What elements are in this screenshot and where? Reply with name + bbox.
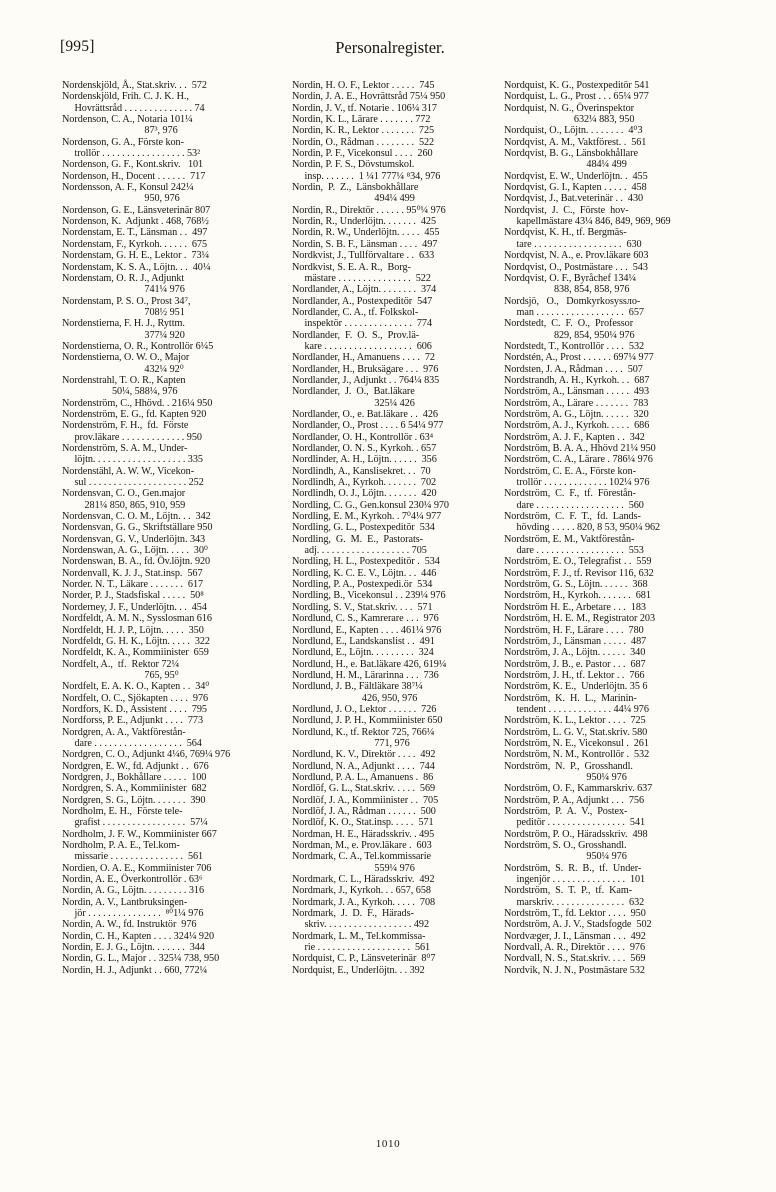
register-entry: Nordling, G. L., Postexpeditör 534: [292, 522, 435, 534]
register-entry: 838, 854, 858, 976: [504, 284, 630, 296]
register-entry: Nordfeldt, K. A., Kommiinister 659: [62, 647, 209, 659]
register-entry: Nordman, H. E., Häradsskriv. . 495: [292, 828, 435, 840]
register-entry: Nordlöf, K. O., Stat.insp. . . . . 571: [292, 817, 434, 829]
register-entry: Nordquist, C. P., Länsveterinär 8⁰7: [292, 953, 436, 965]
register-entry: Nordin, S. B. F., Länsman . . . . 497: [292, 238, 438, 250]
register-entry: Nordenstam, K. S. A., Löjtn. . . 40¼: [62, 261, 211, 273]
register-entry: Norderney, J. F., Underlöjtn. . . 454: [62, 601, 207, 613]
register-entry: Nordholm, P. A. E., Tel.kom-: [62, 840, 180, 852]
register-entry: Nordin, R., Direktör . . . . . . 95⁰¼ 976: [292, 204, 446, 216]
register-entry: Nordström, J. H., tf. Lektor . . 766: [504, 669, 645, 681]
register-entry: Nordenswan, A. G., Löjtn. . . . . 30⁰: [62, 545, 208, 557]
register-entry: Nordlund, E., Löjtn. . . . . . . . . 324: [292, 647, 434, 659]
register-entry: Nordström, K. L., Lektor . . . . 725: [504, 715, 646, 727]
register-entry: Nordin, R. W., Underlöjtn. . . . . 455: [292, 227, 440, 239]
register-entry: Nordenström, E. G., fd. Kapten 920: [62, 408, 207, 420]
register-entry: Nordqvist, J., Bat.veterinär . . 430: [504, 193, 644, 205]
register-entry: Nordenvall, K. J. J., Stat.insp. 567: [62, 567, 203, 579]
register-entry: Nordling, B., Vicekonsul . . 239¼ 976: [292, 590, 446, 602]
register-entry: Nordien, O. A. E., Kommiinister 706: [62, 862, 212, 874]
register-entry: Nordlund, P. A. L., Amanuens . 86: [292, 771, 434, 783]
register-entry: Nordman, M., e. Prov.läkare . 603: [292, 840, 432, 852]
register-entry: Nordlander, A., Löjtn. . . . . . . . 374: [292, 284, 437, 296]
register-entry: Nordensvan, C. O. M., Löjtn. . . 342: [62, 511, 211, 523]
register-entry: 950¼ 976: [504, 851, 627, 863]
register-entry: Nordling, H. L., Postexpeditör . 534: [292, 556, 440, 568]
register-entry: Nordquist, K. G., Postexpeditör 541: [504, 80, 650, 91]
register-entry: 950¼ 976: [504, 771, 627, 783]
register-entry: Nordström, K. E., Underlöjtn. 35 6: [504, 681, 648, 693]
register-entry: Nordström, K. H. L., Marinin-: [504, 692, 637, 704]
register-entry: trollör . . . . . . . . . . . . . . . . . 53²: [62, 148, 201, 160]
register-entry: Nordquist, E., Underlöjtn. . . 392: [292, 964, 425, 976]
register-entry: Nordlander, O., Prost . . . . 6 54¼ 977: [292, 420, 444, 432]
register-entry: Nordfelt, A., tf. Rektor 72¼: [62, 658, 180, 670]
register-entry: 484¼ 499: [504, 159, 627, 171]
register-entry: 632¼ 883, 950: [504, 114, 635, 126]
register-entry: man . . . . . . . . . . . . . . . . . . 657: [504, 306, 644, 318]
register-entry: Nordlöf, J. A., Kommiinister . . 705: [292, 794, 439, 806]
register-entry: Nordström, H. E. M., Registrator 203: [504, 613, 655, 625]
register-entry: Nordström, P. A. V., Postex-: [504, 806, 628, 817]
register-entry: 829, 854, 950¼ 976: [504, 329, 635, 341]
register-entry: Nordvall, N. S., Stat.skriv. . . . 569: [504, 953, 646, 965]
register-entry: Nordholm, E. H., Förste tele-: [62, 806, 183, 817]
register-entry: Nordström, J., Länsman . . . . . 487: [504, 635, 647, 647]
register-entry: Nordin, P. F., Vicekonsul . . . . 260: [292, 148, 433, 160]
register-entry: Nordin, J. A. E., Hovrättsråd 75¼ 950: [292, 91, 446, 103]
register-entry: Nordenstrahl, T. O. R., Kapten: [62, 374, 186, 386]
register-entry: Nordlund, J. B., Fältläkare 38⁷¼: [292, 681, 423, 693]
register-entry: Nordgren, E. W., fd. Adjunkt . . 676: [62, 760, 209, 772]
register-entry: Nordholm, J. F. W., Kommiinister 667: [62, 828, 217, 840]
register-entry: Norder, P. J., Stadsfiskal . . . . . 50⁸: [62, 590, 204, 602]
register-entry: Nordgren, A. A., Vaktförestån-: [62, 726, 186, 738]
register-entry: Nordlander, A., Postexpeditör 547: [292, 295, 433, 307]
register-entry: missarie . . . . . . . . . . . . . . . 561: [62, 851, 204, 863]
register-entry: Nordenson, C. A., Notaria 101¼: [62, 114, 193, 126]
register-entry: Nordqvist, B. G., Länsbokhållare: [504, 148, 638, 160]
register-entry: Nordin, K. L., Lärare . . . . . . . 772: [292, 114, 431, 126]
register-entry: Nordstedt, T., Kontrollör . . . . 532: [504, 340, 645, 352]
register-entry: Nordlander, H., Amanuens . . . . 72: [292, 352, 435, 364]
register-entry: Nordenskjöld, Frih. C. J. K. H.,: [62, 91, 189, 103]
register-entry: dare . . . . . . . . . . . . . . . . . . 560: [504, 499, 644, 511]
register-entry: Nordling, P. A., Postexpedi.ör 534: [292, 579, 433, 591]
register-entry: Nordlander, H., Bruksägare . . . 976: [292, 363, 439, 375]
register-entry: Nordenson, H., Docent . . . . . . 717: [62, 170, 206, 182]
register-entry: 426, 950, 976: [292, 692, 418, 704]
register-entry: Nordenstam, E. T., Länsman . . 497: [62, 227, 208, 239]
register-entry: Nordlund, K. V., Direktör . . . . 492: [292, 749, 436, 761]
register-entry: Nordlöf, J. A., Rådman . . . . . . 500: [292, 806, 436, 817]
register-entry: Nordquist, L. G., Prost . . . 65¼ 977: [504, 91, 649, 103]
register-entry: Nordmark, C. L., Häradsskriv. 492: [292, 874, 435, 886]
register-entry: 950, 976: [62, 193, 180, 205]
register-entry: Nordlindh, O. J., Löjtn. . . . . . . 420: [292, 488, 437, 500]
register-entry: 559¼ 976: [292, 862, 415, 874]
register-entry: kare . . . . . . . . . . . . . . . . . . 606: [292, 340, 432, 352]
register-entry: dare . . . . . . . . . . . . . . . . . . 564: [62, 737, 202, 749]
register-entry: Nordlund, E., Landskanslist . . 491: [292, 635, 435, 647]
register-entry: inspektör . . . . . . . . . . . . . . 774: [292, 318, 433, 330]
register-entry: Nordmark, J. A., Kyrkoh. . . . . 708: [292, 896, 436, 908]
register-entry: Nordström, A., Lärare . . . . . . . 783: [504, 397, 649, 409]
register-entry: insp. . . . . . . 1 ¼1 777¼ ⁸34, 976: [292, 170, 441, 182]
register-entry: Nordström, E. O., Telegrafist . . 559: [504, 556, 652, 568]
register-entry: Nordström, N. E., Vicekonsul . 261: [504, 737, 649, 749]
register-entry: Nordenskjöld, Å., Stat.skriv. . . 572: [62, 80, 207, 91]
register-entry: Nordström, S. O., Grosshandl.: [504, 840, 627, 852]
register-entry: Nordlindh, A., Kanslisekret. . . 70: [292, 465, 431, 477]
register-entry: hövding . . . . . 820, 8 53, 950¼ 962: [504, 522, 661, 534]
register-entry: Nordlander, O. H., Kontrollör . 63⁴: [292, 431, 434, 443]
register-entry: Nordling, K. C. E. V., Löjtn. . . 446: [292, 567, 437, 579]
register-entry: Nordvik, N. J. N., Postmästare 532: [504, 964, 645, 976]
register-entry: Hovrättsråd . . . . . . . . . . . . . . 74: [62, 102, 205, 114]
register-entry: Nordin, G. L., Major . . 325¼ 738, 950: [62, 953, 220, 965]
register-entry: Nordenstam, O. R. J., Adjunkt: [62, 272, 185, 284]
register-entry: mästare . . . . . . . . . . . . . . . 522: [292, 272, 431, 284]
register-entry: Nordquist, N. G., Överinspektor: [504, 102, 635, 114]
register-entry: 377¼ 920: [62, 329, 185, 341]
register-entry: adj. . . . . . . . . . . . . . . . . . . 705: [292, 545, 427, 557]
register-columns: [62, 80, 722, 1120]
register-entry: Nordlinder, A. H., Löjtn. . . . . . 356: [292, 454, 437, 466]
register-entry: Nordsjö, O., Domkyrkosyssло-: [504, 295, 641, 307]
register-entry: Nordin, K. R., Lektor . . . . . . . 725: [292, 125, 435, 137]
register-entry: Nordfeldt, G. H. K., Löjtn. . . . . 322: [62, 635, 210, 647]
register-entry: Nordström, E. M., Vaktförestån-: [504, 533, 635, 545]
register-entry: Nordström, C. F., tf. Förestån-: [504, 488, 636, 500]
register-entry: Nordfeldt, A. M. N., Sysslosman 616: [62, 613, 212, 625]
register-entry: Nordlander, J., Adjunkt . . 764¼ 835: [292, 374, 440, 386]
register-entry: Nordström, S. R. B., tf. Under-: [504, 862, 642, 874]
register-entry: Nordlund, N. A., Adjunkt . . . . 744: [292, 760, 435, 772]
register-entry: Nordenson, G. F., Kont.skriv. 101: [62, 159, 204, 171]
register-entry: Nordgren, S. A., Kommiinister 682: [62, 783, 207, 795]
register-entry: peditör . . . . . . . . . . . . . . . . 541: [504, 817, 646, 829]
register-entry: 771, 976: [292, 737, 410, 749]
register-entry: Nordvall, A. R., Direktör . . . . 976: [504, 942, 645, 954]
register-entry: kapellmästare 43¼ 846, 849, 969, 969: [504, 216, 671, 228]
register-entry: Nordenson, G. A., Förste kon-: [62, 136, 184, 148]
register-entry: Nordström, G. S., Löjtn. . . . . . 368: [504, 579, 648, 591]
register-entry: Nordlander, C. A., tf. Folkskol-: [292, 306, 419, 318]
register-entry: Nordin, P. F. S., Dövstumskol.: [292, 159, 415, 171]
register-entry: 708½ 951: [62, 306, 185, 318]
register-entry: ingenjör . . . . . . . . . . . . . . . 101: [504, 874, 646, 886]
register-entry: Nordin, O., Rådman . . . . . . . . 522: [292, 136, 435, 148]
register-entry: Nordenstam, G. H. E., Lektor . 73¼: [62, 250, 210, 262]
register-entry: rie . . . . . . . . . . . . . . . . . . . 561: [292, 942, 431, 954]
register-entry: 741¼ 976: [62, 284, 185, 296]
register-entry: Nordmark, L. M., Tel.kommissa-: [292, 930, 426, 942]
register-column-1: [62, 80, 292, 1120]
register-entry: Nordfelt, E. A. K. O., Kapten . . 34⁰: [62, 681, 210, 693]
register-entry: Nordström, L. G. V., Stat.skriv. 580: [504, 726, 648, 738]
page-title: Personalregister.: [335, 38, 445, 57]
register-entry: tare . . . . . . . . . . . . . . . . . . 630: [504, 238, 642, 250]
register-entry: Nordgren, S. G., Löjtn. . . . . . . 390: [62, 794, 206, 806]
register-entry: Nordkvist, S. E. A. R., Borg-: [292, 261, 411, 273]
register-entry: jör . . . . . . . . . . . . . . . ⁸⁰1¼ 976: [62, 908, 204, 920]
register-entry: Nordström H. E., Arbetare . . . 183: [504, 601, 646, 613]
register-entry: trollör . . . . . . . . . . . . . 102¼ 976: [504, 477, 650, 489]
register-column-2: [292, 80, 504, 1120]
register-entry: Nordenstierna, F. H. J., Ryttm.: [62, 318, 185, 330]
register-entry: Norder. N. T., Läkare . . . . . . . 617: [62, 579, 204, 591]
register-entry: Nordlander, O., e. Bat.läkare . . 426: [292, 408, 438, 420]
register-entry: Nordqvist, K. H., tf. Bergmäs-: [504, 227, 627, 239]
register-entry: Nordström, H. F., Lärare . . . . 780: [504, 624, 644, 636]
register-entry: Nordenström, C., Hhövd. . 216¼ 950: [62, 397, 213, 409]
register-entry: Nordforss, P. E., Adjunkt . . . . 773: [62, 715, 204, 727]
register-entry: Nordling, S. V., Stat.skriv. . . . 571: [292, 601, 433, 613]
register-entry: Nordfors, K. D., Assistent . . . . 795: [62, 703, 207, 715]
register-entry: Nordlund, J. P. H., Kommiinister 650: [292, 715, 443, 727]
register-entry: Nordmark, C. A., Tel.kommissarie: [292, 851, 431, 863]
register-entry: Nordström, A. J., Kyrkoh. . . . . 686: [504, 420, 650, 432]
register-entry: Nordvæger, J. I., Länsman . . . 492: [504, 930, 646, 942]
register-entry: Nordström, O. F., Kammarskriv. 637: [504, 783, 653, 795]
register-entry: Nordlander, O. N. S., Kyrkoh. . 657: [292, 443, 437, 454]
register-entry: Nordquist, O., Löjtn. . . . . . . . 4⁰3: [504, 125, 643, 137]
register-entry: Nordström, F. J., tf. Revisor 116, 632: [504, 567, 654, 579]
register-entry: Nordström, C. A., Lärare . 786¼ 976: [504, 454, 653, 466]
register-entry: Nordström, H., Kyrkoh. . . . . . . 681: [504, 590, 651, 602]
register-entry: Nordström, T., fd. Lektor . . . . 950: [504, 908, 646, 920]
register-entry: Nordling, C. G., Gen.konsul 230¼ 970: [292, 499, 449, 511]
register-entry: Nordensson, A. F., Konsul 242¼: [62, 182, 194, 194]
register-entry: Nordlöf, G. L., Stat.skriv. . . . . 569: [292, 783, 436, 795]
register-entry: dare . . . . . . . . . . . . . . . . . . 553: [504, 545, 644, 557]
register-entry: Nordström, P. A., Adjunkt . . . 756: [504, 794, 644, 806]
page-header: [60, 38, 720, 62]
register-entry: Nordin, A. V., Lantbruksingen-: [62, 896, 188, 908]
register-entry: Nordström, N. P., Grosshandl.: [504, 760, 633, 772]
register-entry: Nordin, R., Underlöjtn. . . . . . . 425: [292, 216, 437, 228]
register-entry: Nordin, A. E., Överkontrollör . 63⁶: [62, 874, 203, 886]
register-entry: Nordlund, H., e. Bat.läkare 426, 619¼: [292, 658, 447, 670]
page-marker: [995]: [60, 38, 95, 55]
register-entry: Nordin, H. O. F., Lektor . . . . . 745: [292, 80, 435, 91]
register-entry: Nordgren, C. O., Adjunkt 4¼6, 769¼ 976: [62, 749, 231, 761]
register-entry: Nordensvan, G. V., Underlöjtn. 343: [62, 533, 206, 545]
register-entry: Nordling, G. M. E., Pastorats-: [292, 533, 424, 545]
register-entry: Nordin, H. J., Adjunkt . . 660, 772¼: [62, 964, 208, 976]
register-entry: Nordström, S. T. P., tf. Kam-: [504, 885, 633, 897]
register-column-3: [504, 80, 722, 1120]
register-entry: Nordström, A. J. F., Kapten . . 342: [504, 431, 645, 443]
register-entry: Nordenson, G. E., Länsveterinär 807: [62, 204, 211, 216]
register-entry: Nordström, J. A., Löjtn. . . . . . 340: [504, 647, 646, 659]
register-entry: Nordstrandh, A. H., Kyrkoh. . . 687: [504, 374, 650, 386]
register-entry: 494¼ 499: [292, 193, 415, 205]
register-entry: marskriv. . . . . . . . . . . . . . . 632: [504, 896, 645, 908]
register-entry: Nordström, A. J. V., Stadsfogde 502: [504, 919, 652, 931]
register-entry: sul . . . . . . . . . . . . . . . . . . . . 252: [62, 477, 204, 489]
register-entry: Nordqvist, A. M., Vaktförest. . 561: [504, 136, 647, 148]
register-entry: Nordgren, J., Bokhållare . . . . . 100: [62, 771, 207, 783]
register-entry: Nordqvist, O. F., Byråchef 134¼: [504, 272, 637, 284]
register-entry: Nordenstam, P. S. O., Prost 34⁷,: [62, 295, 191, 307]
register-entry: 50¼, 588¼, 976: [62, 386, 178, 398]
register-entry: Nordlund, E., Kapten . . . . 461¼ 976: [292, 624, 442, 636]
page-footer: 1010: [375, 1138, 401, 1150]
register-entry: Nordenstähl, A. W. W., Vicekon-: [62, 465, 195, 477]
register-entry: Nordstedt, C. F. O., Professor: [504, 318, 634, 330]
register-entry: Nordlund, H. M., Lärarinna . . . 736: [292, 669, 439, 681]
register-entry: 87³, 976: [62, 125, 178, 137]
register-entry: Nordlund, C. S., Kamrerare . . . 976: [292, 613, 439, 625]
register-entry: 325¼ 426: [292, 397, 415, 409]
register-entry: Nordlund, K., tf. Rektor 725, 766¼: [292, 726, 435, 738]
register-entry: Nordin, P. Z., Länsbokhållare: [292, 182, 419, 194]
register-entry: Nordström, A., Länsman . . . . . 493: [504, 386, 650, 398]
register-entry: Nordlander, F. O. S., Prov.lä-: [292, 329, 420, 341]
register-entry: Nordin, A. G., Löjtn. . . . . . . . . 316: [62, 885, 204, 897]
register-entry: 432¼ 92⁰: [62, 363, 184, 375]
register-entry: Nordenstierna, O. R., Kontrollör 6¼5: [62, 340, 214, 352]
register-entry: Nordenstierna, O. W. O., Major: [62, 352, 190, 364]
register-entry: Nordenstam, F., Kyrkoh. . . . . . 675: [62, 238, 207, 250]
register-entry: Nordström, P. O., Häradsskriv. 498: [504, 828, 648, 840]
register-entry: Nordenson, K. Adjunkt . 468, 768½: [62, 216, 209, 228]
register-entry: Nordlindh, A., Kyrkoh. . . . . . . 702: [292, 477, 437, 489]
register-entry: Nordqvist, O., Postmästare . . . 543: [504, 261, 648, 273]
register-entry: Nordsten, J. A., Rådman . . . . 507: [504, 363, 643, 375]
register-entry: Nordenström, F. H., fd. Förste: [62, 420, 189, 432]
register-entry: Nordenström, S. A. M., Under-: [62, 443, 188, 454]
register-entry: Nordqvist, E. W., Underlöjtn. . 455: [504, 170, 648, 182]
register-entry: Nordqvist, G. I., Kapten . . . . . 458: [504, 182, 647, 194]
register-entry: Nordström, A. G., Löjtn. . . . . . 320: [504, 408, 649, 420]
register-entry: Nordensvan, G. G., Skriftställare 950: [62, 522, 213, 534]
register-entry: Nordin, C. H., Kapten . . . . 324¼ 920: [62, 930, 215, 942]
register-entry: Nordin, J. V., tf. Notarie . 106¼ 317: [292, 102, 437, 114]
register-entry: tendent . . . . . . . . . . . . . 44¼ 976: [504, 703, 649, 715]
register-entry: Nordstén, A., Prost . . . . . . 697¼ 977: [504, 352, 654, 364]
register-entry: Nordlander, J. O., Bat.läkare: [292, 386, 415, 398]
register-entry: Nordström, C. F. T., fd. Lands-: [504, 511, 641, 523]
register-entry: Nordensvan, C. O., Gen.major: [62, 488, 186, 500]
register-entry: Nordqvist, J. C., Förste hov-: [504, 204, 629, 216]
register-entry: Nordenswan, B. A., fd. Öv.löjtn. 920: [62, 556, 211, 568]
register-entry: Nordfelt, O. C., Sjökapten . . . . 976: [62, 692, 209, 704]
register-entry: grafist . . . . . . . . . . . . . . . . . 57¼: [62, 817, 208, 829]
register-entry: Nordfeldt, H. J. P., Löjtn. . . . . 350: [62, 624, 204, 636]
register-entry: skriv. . . . . . . . . . . . . . . . . . 492: [292, 919, 429, 931]
register-entry: Nordström, B. A. A., Hhövd 21¼ 950: [504, 443, 656, 454]
register-entry: Nordmark, J., Kyrkoh. . . 657, 658: [292, 885, 431, 897]
register-entry: Nordqvist, N. A., e. Prov.läkare 603: [504, 250, 649, 262]
register-entry: Nordström, J. B., e. Pastor . . . 687: [504, 658, 646, 670]
register-entry: prov.läkare . . . . . . . . . . . . . 950: [62, 431, 202, 443]
register-entry: Nordin, E. J. G., Löjtn. . . . . . . 344: [62, 942, 205, 954]
register-entry: Nordlund, J. O., Lektor . . . . . . 726: [292, 703, 437, 715]
register-entry: Nordström, C. E. A., Förste kon-: [504, 465, 636, 477]
register-entry: 281¼ 850, 865, 910, 959: [62, 499, 186, 511]
register-entry: löjtn. . . . . . . . . . . . . . . . . . . 335: [62, 454, 203, 466]
register-entry: Nordmark, J. D. F., Härads-: [292, 908, 414, 920]
register-entry: 765, 95⁰: [62, 669, 179, 681]
register-entry: Nordin, A. W., fd. Instruktör 976: [62, 919, 197, 931]
register-entry: Nordkvist, J., Tullförvaltare . . 633: [292, 250, 435, 262]
register-entry: Nordling, E. M., Kyrkoh. . 7⁰4¼ 977: [292, 511, 442, 523]
register-entry: Nordström, N. M., Kontrollör . 532: [504, 749, 650, 761]
